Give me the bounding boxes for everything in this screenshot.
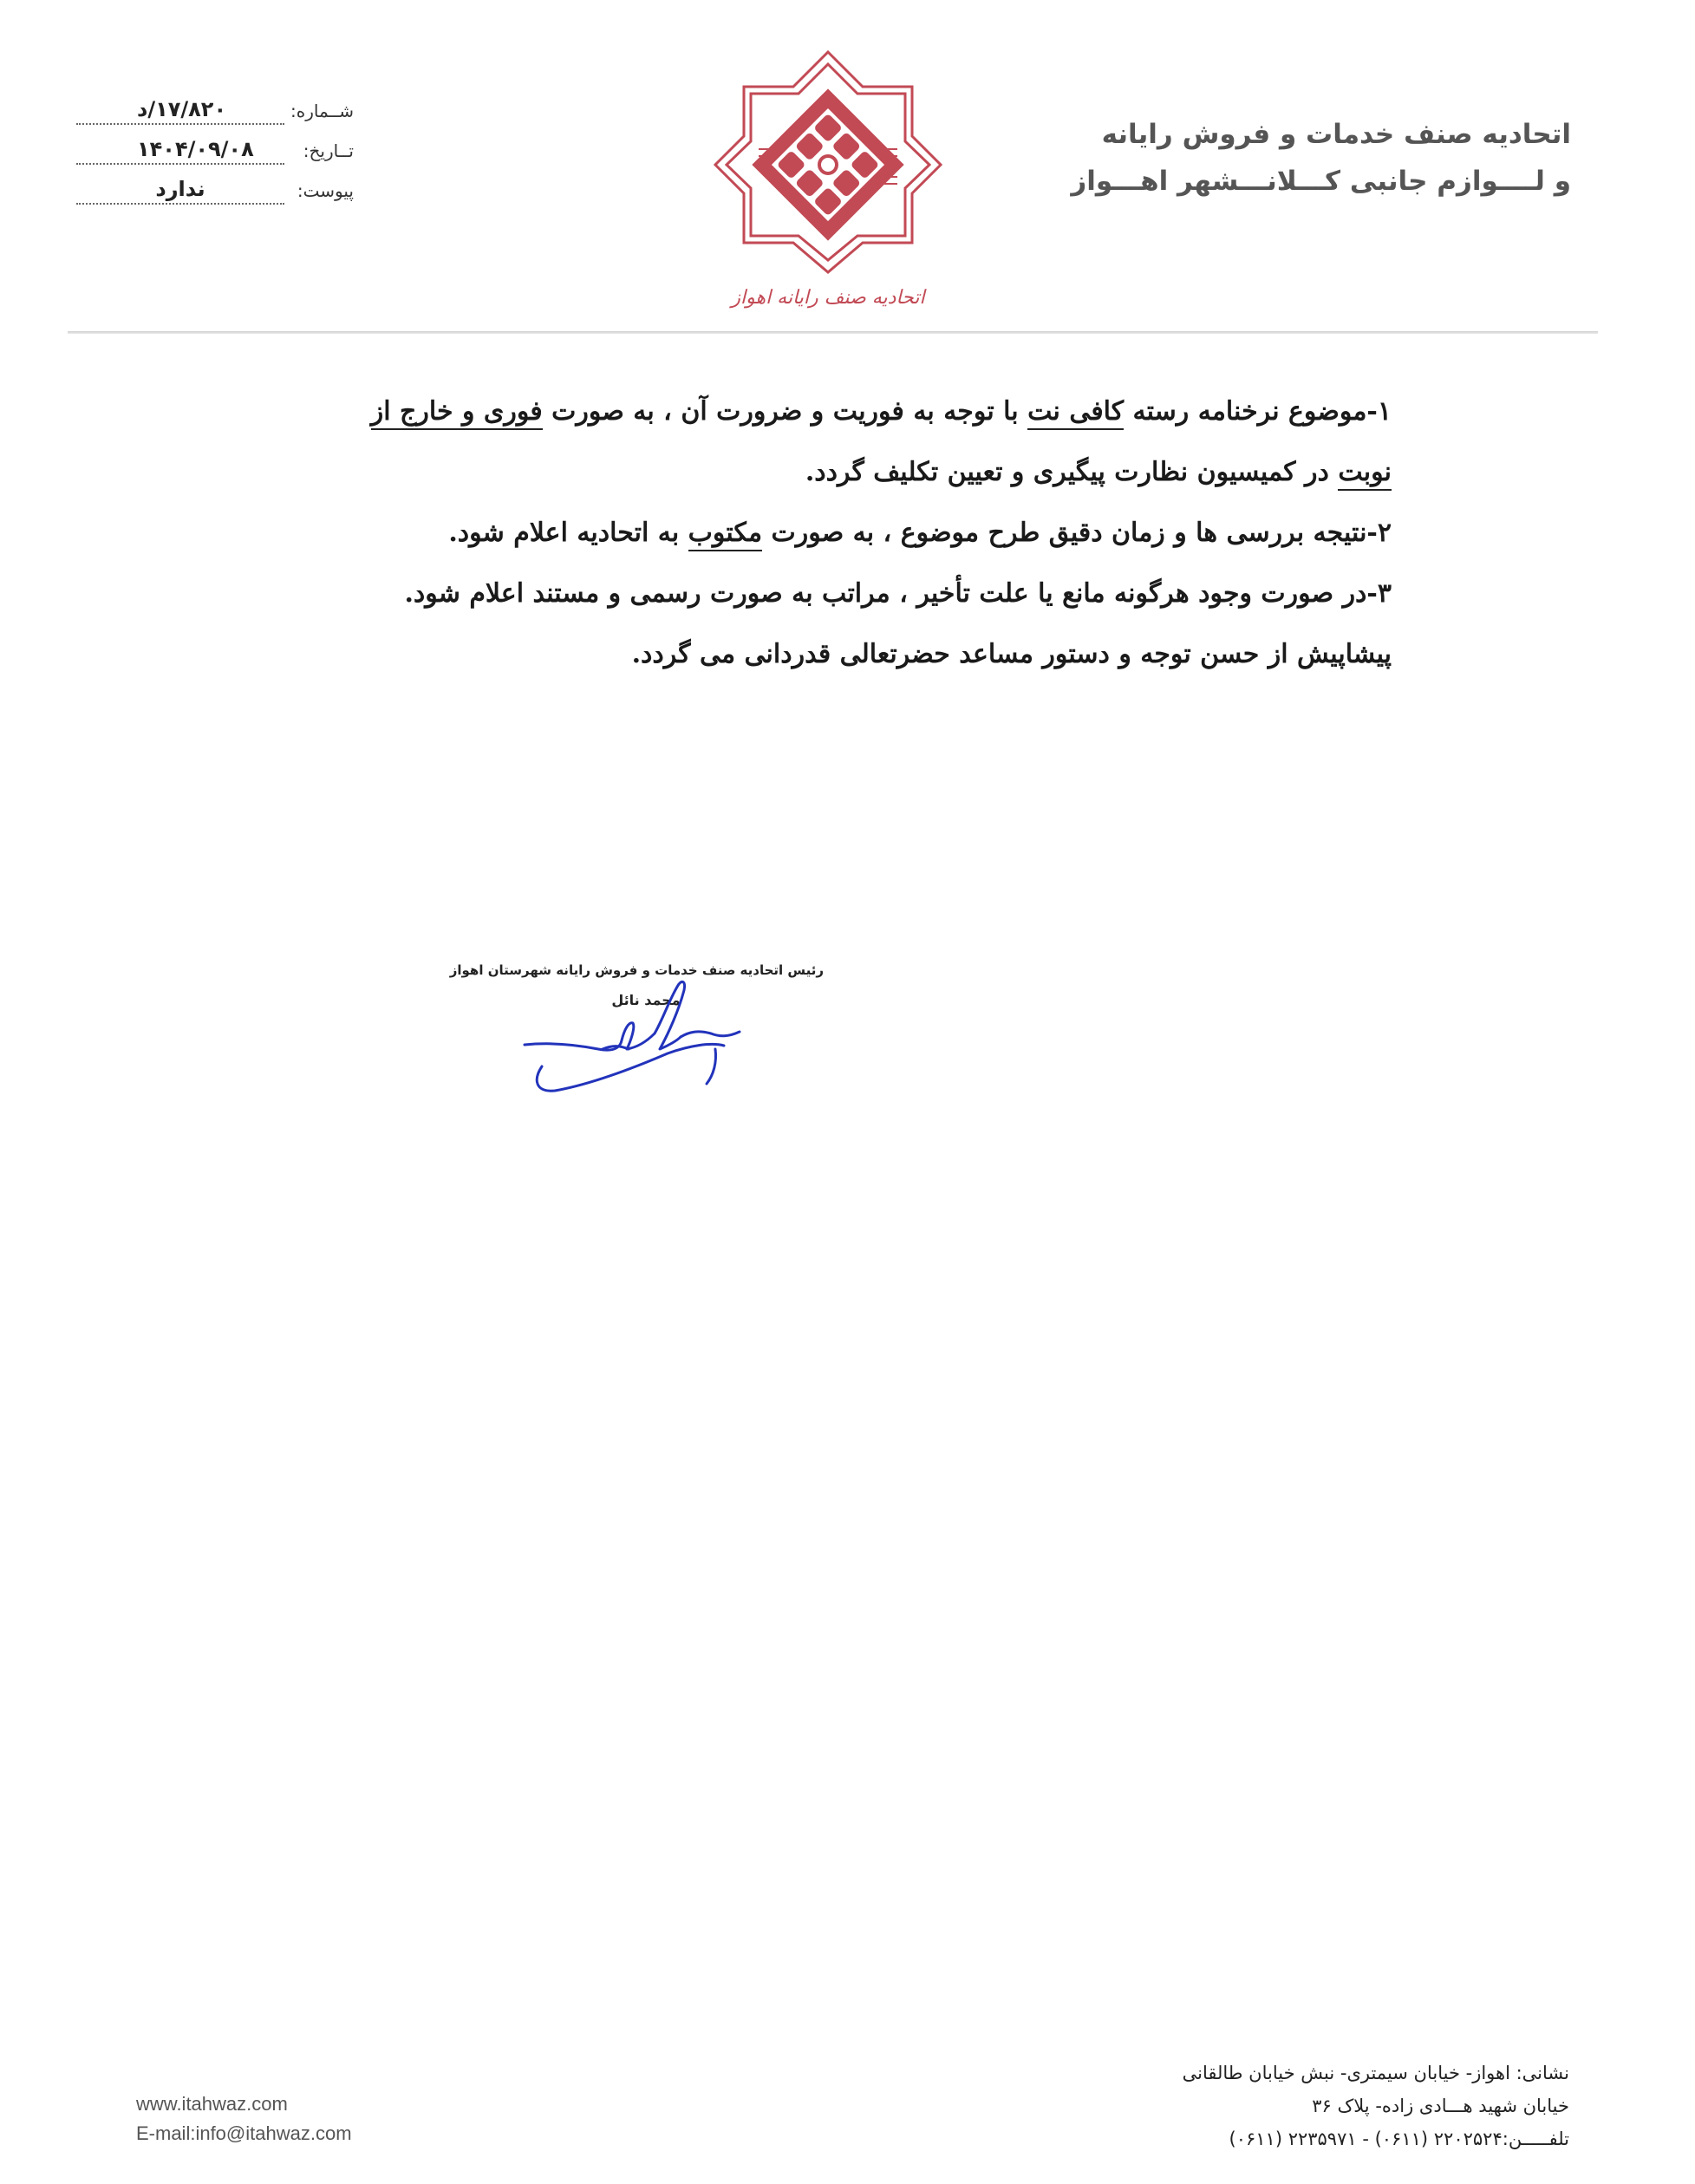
letter-date-row bbox=[76, 125, 354, 165]
footer-website-link[interactable]: www.itahwaz.com bbox=[136, 2093, 288, 2115]
letter-date-value: ۱۴۰۴/۰۹/۰۸ bbox=[76, 137, 284, 165]
union-name-line2: و لــــوازم جانبی کـــلانـــشهر اهـــواز bbox=[1071, 166, 1571, 197]
body-item-1-continued bbox=[373, 442, 1392, 503]
body-item-2 bbox=[373, 503, 1392, 564]
handwritten-signature bbox=[516, 962, 776, 1114]
footer-phone: تلفـــــن:۲۲۰۲۵۲۴ (۰۶۱۱) - ۲۲۳۵۹۷۱ (۰۶۱۱) bbox=[1229, 2129, 1569, 2149]
logo-caption: اتحادیه صنف رایانه اهواز bbox=[731, 287, 925, 309]
header-divider bbox=[68, 331, 1598, 334]
signatory-name: محمد نائل bbox=[611, 992, 681, 1008]
letter-date-label: تــاریخ: bbox=[303, 140, 354, 161]
body-item-3: ۳-در صورت وجود هرگونه مانع یا علت تأخیر ، مراتب به صورت رسمی و مستند اعلام شود. bbox=[404, 578, 1392, 609]
body-item-1-underline-c: نوبت bbox=[1338, 457, 1392, 491]
footer-email-link[interactable]: E-mail:info@itahwaz.com bbox=[136, 2122, 352, 2144]
footer-web bbox=[136, 2089, 483, 2148]
letter-number-label: شــماره: bbox=[290, 101, 354, 121]
letter-attachment-row bbox=[76, 165, 354, 205]
body-item-2-text-a: ۲-نتیجه بررسی ها و زمان دقیق طرح موضوع ، به صورت bbox=[762, 518, 1392, 548]
footer-address-line1: نشانی: اهواز- خیابان سیمتری- نبش خیابان طالقانی bbox=[1182, 2063, 1569, 2083]
body-item-1 bbox=[370, 381, 1392, 442]
union-name bbox=[1051, 111, 1571, 205]
footer-address-line2: خیابان شهید هـــادی زاده- پلاک ۳۶ bbox=[1312, 2096, 1569, 2116]
body-item-1-text-c: در کمیسیون نظارت پیگیری و تعیین تکلیف گردد. bbox=[805, 457, 1339, 487]
letter-body bbox=[370, 381, 1392, 685]
union-name-line1: اتحادیه صنف خدمات و فروش رایانه bbox=[1101, 119, 1571, 150]
union-logo bbox=[711, 45, 945, 323]
body-item-1-text-b: با توجه به فوریت و ضرورت آن ، به صورت bbox=[542, 396, 1028, 427]
letter-attachment-value: ندارد bbox=[76, 177, 284, 205]
body-item-1-underline-a: کافی نت bbox=[1027, 396, 1124, 430]
letter-number-value: ۱۷/۸۲۰/د bbox=[76, 97, 284, 125]
body-item-2-text-b: به اتحادیه اعلام شود. bbox=[448, 518, 688, 548]
footer-contact bbox=[1032, 2057, 1569, 2155]
letter-meta bbox=[76, 85, 354, 205]
signatory-title: رئیس اتحادیه صنف خدمات و فروش رایانه شهرستان اهواز bbox=[449, 962, 824, 978]
letter-number-row bbox=[76, 85, 354, 125]
body-item-2-underline: مکتوب bbox=[688, 518, 762, 551]
body-item-1-underline-b: فوری و خارج از bbox=[371, 396, 543, 430]
letter-attachment-label: پیوست: bbox=[297, 180, 354, 201]
body-item-1-text-a: ۱-موضوع نرخنامه رسته bbox=[1124, 396, 1392, 427]
body-closing: پیشاپیش از حسن توجه و دستور مساعد حضرتعالی قدردانی می گردد. bbox=[631, 639, 1392, 669]
